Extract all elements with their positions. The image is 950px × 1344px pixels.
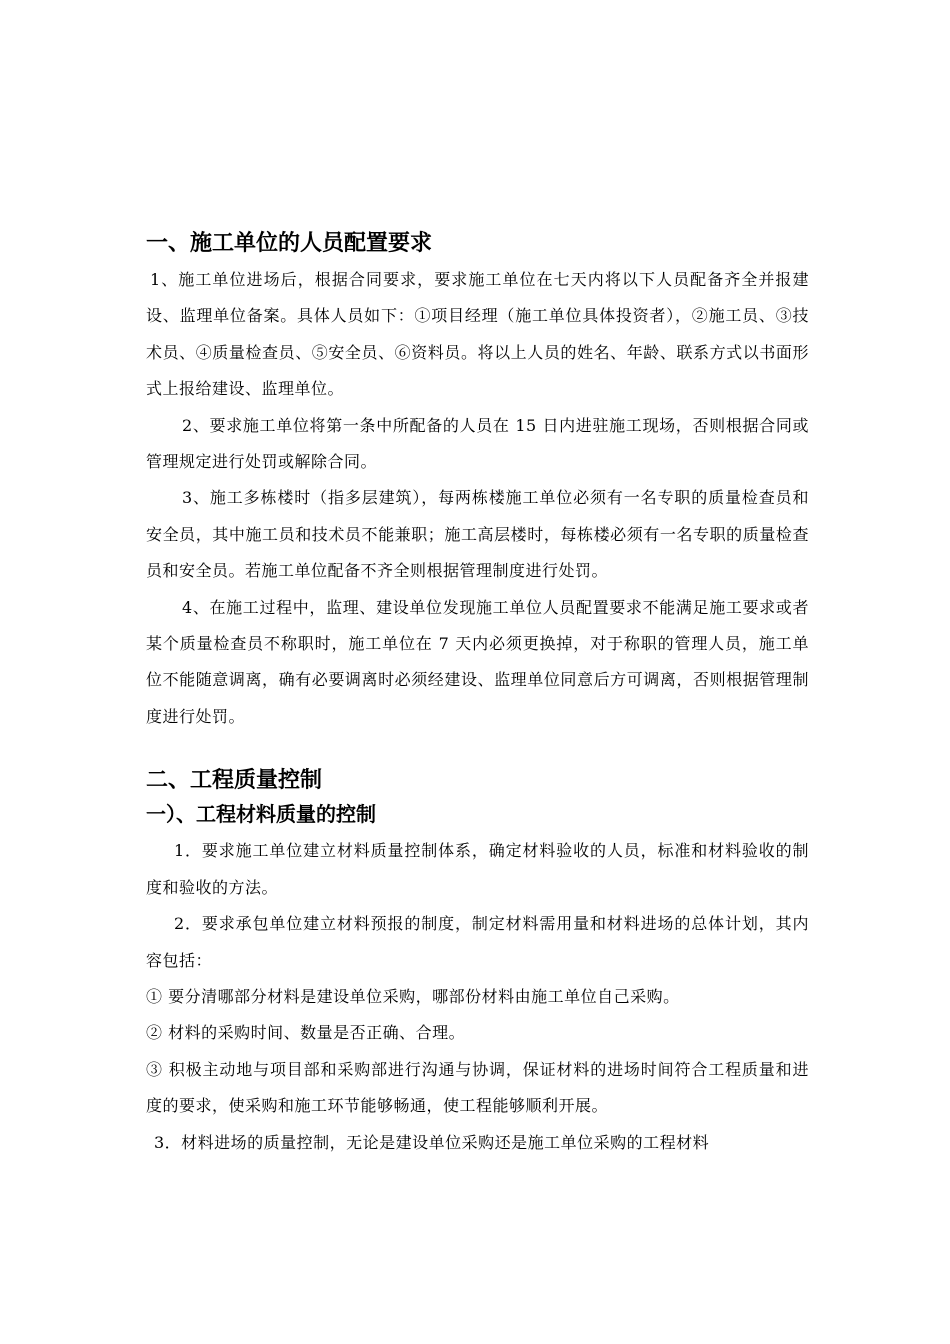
list-item: ① 要分清哪部分材料是建设单位采购，哪部份材料由施工单位自己采购。 [146,986,680,1006]
section-spacer [146,735,809,765]
section-1-paragraph-1: 1、施工单位进场后，根据合同要求，要求施工单位在七天内将以下人员配备齐全并报建设、监理单位备案。具体人员如下：①项目经理（施工单位具体投资者），②施工员、③技术员、④质量检查员、⑤安全员、⑥资料员。将以上人员的姓名、年龄、联系方式以书面形式上报给建设、监理单位。 [146,270,809,399]
list-item: ② 材料的采购时间、数量是否正确、合理。 [146,1023,466,1043]
section-1-heading: 一、施工单位的人员配置要求 [146,231,433,256]
section-2-paragraph-1: 1．要求施工单位建立材料质量控制体系，确定材料验收的人员，标准和材料验收的制度和验收的方法。 [146,841,809,897]
list-item: ③ 积极主动地与项目部和采购部进行沟通与协调，保证材料的进场时间符合工程质量和进度的要求，使采购和施工环节能够畅通，使工程能够顺利开展。 [146,1059,809,1116]
section-2-subheading: 一）、工程材料质量的控制 [146,802,376,827]
section-1-paragraph-4: 4、在施工过程中，监理、建设单位发现施工单位人员配置要求不能满足施工要求或者某个质量检查员不称职时，施工单位在 7 天内必须更换掉，对于称职的管理人员，施工单位不能随意调离，确有必要调离时必须经建设、监理单位同意后方可调离，否则根据管理制度进行处罚。 [146,597,809,726]
section-1-paragraph-2: 2、要求施工单位将第一条中所配备的人员在 15 日内进驻施工现场，否则根据合同或管理规定进行处罚或解除合同。 [146,415,809,472]
section-1-paragraph-3: 3、施工多栋楼时（指多层建筑），每两栋楼施工单位必须有一名专职的质量检查员和安全员，其中施工员和技术员不能兼职；施工高层楼时，每栋楼必须有一名专职的质量检查员和安全员。若施工单位配备不齐全则根据管理制度进行处罚。 [146,488,809,581]
section-2-paragraph-2: 2．要求承包单位建立材料预报的制度，制定材料需用量和材料进场的总体计划，其内容包括： [146,914,809,970]
section-2-paragraph-3: 3．材料进场的质量控制，无论是建设单位采购还是施工单位采购的工程材料 [154,1132,710,1152]
section-2-heading: 二、工程质量控制 [146,768,323,794]
